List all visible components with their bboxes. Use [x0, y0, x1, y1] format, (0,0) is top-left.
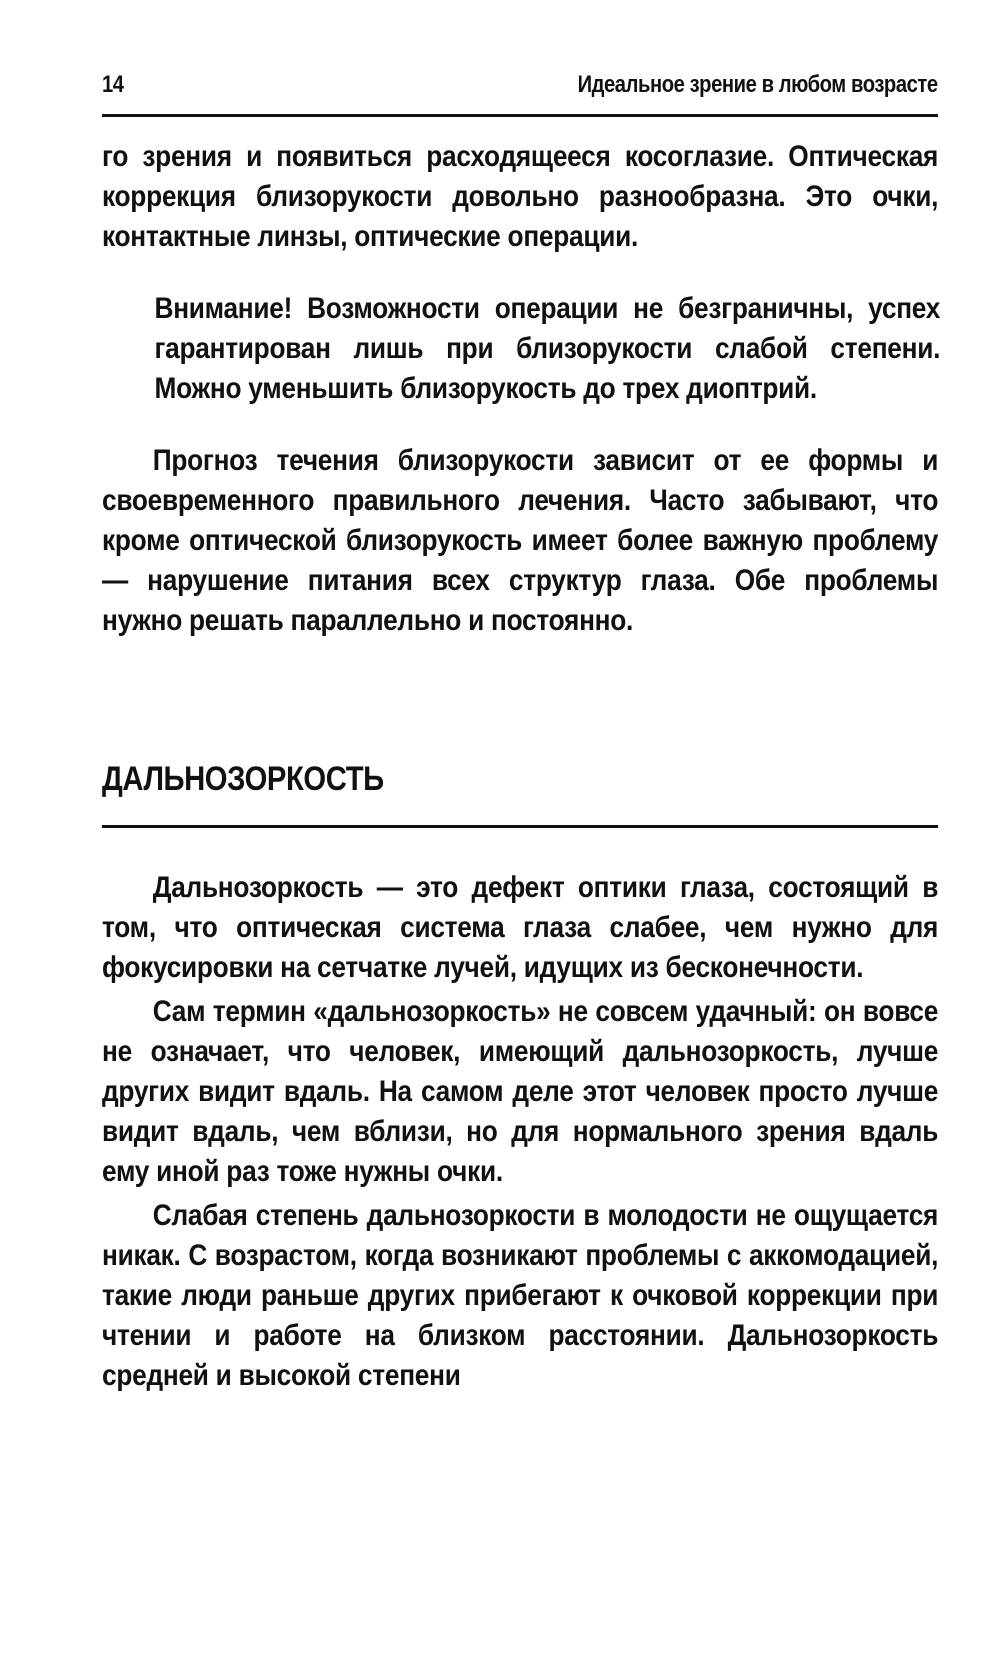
paragraph-degree: Слабая степень дальнозоркости в молодости не ощущается никак. С возрастом, когда возникают проблемы с аккомодацией, такие люди раньше других прибегают к очковой коррекции при чтении и работе на близком расстоянии. Дальнозоркость средней и высокой степени: [102, 1199, 939, 1392]
attention-label: Внимание!: [154, 292, 293, 325]
running-head: [102, 70, 938, 100]
book-page: [102, 70, 941, 1396]
paragraph-term: Сам термин «дальнозоркость» не совсем удачный: он вовсе не означает, что человек, имеющий дальнозоркость, лучше других видит вдаль. На самом деле этот человек просто лучше видит вдаль, чем вблизи, но для нормального зрения вдаль ему иной раз тоже нужны очки.: [102, 995, 939, 1188]
page-number: 14: [102, 71, 124, 98]
attention-text: Возможности операции не безграничны, успех гарантирован лишь при близорукости слабой степени. Можно уменьшить близорукость до трех диоптрий.: [154, 292, 941, 405]
section-title: ДАЛЬНОЗОРКОСТЬ: [102, 760, 384, 798]
paragraph-prognosis: Прогноз течения близорукости зависит от ее формы и своевременного правильного лечения. Часто забывают, что кроме оптической близорукость имеет более важную проблему — нарушение питания всех структур глаза. Обе проблемы нужно решать параллельно и постоянно.: [102, 444, 939, 637]
paragraph-continued: го зрения и появиться расходящееся косоглазие. Оптическая коррекция близорукости довольно разнообразна. Это очки, контактные линзы, оптические операции.: [102, 140, 939, 253]
attention-note: [102, 289, 940, 409]
paragraph-definition: Дальнозоркость — это дефект оптики глаза, состоящий в том, что оптическая система глаза слабее, чем нужно для фокусировки на сетчатке лучей, идущих из бесконечности.: [102, 871, 939, 984]
running-title: Идеальное зрение в любом возрасте: [577, 71, 938, 98]
header-rule: [102, 114, 938, 117]
section-rule: [102, 825, 938, 828]
